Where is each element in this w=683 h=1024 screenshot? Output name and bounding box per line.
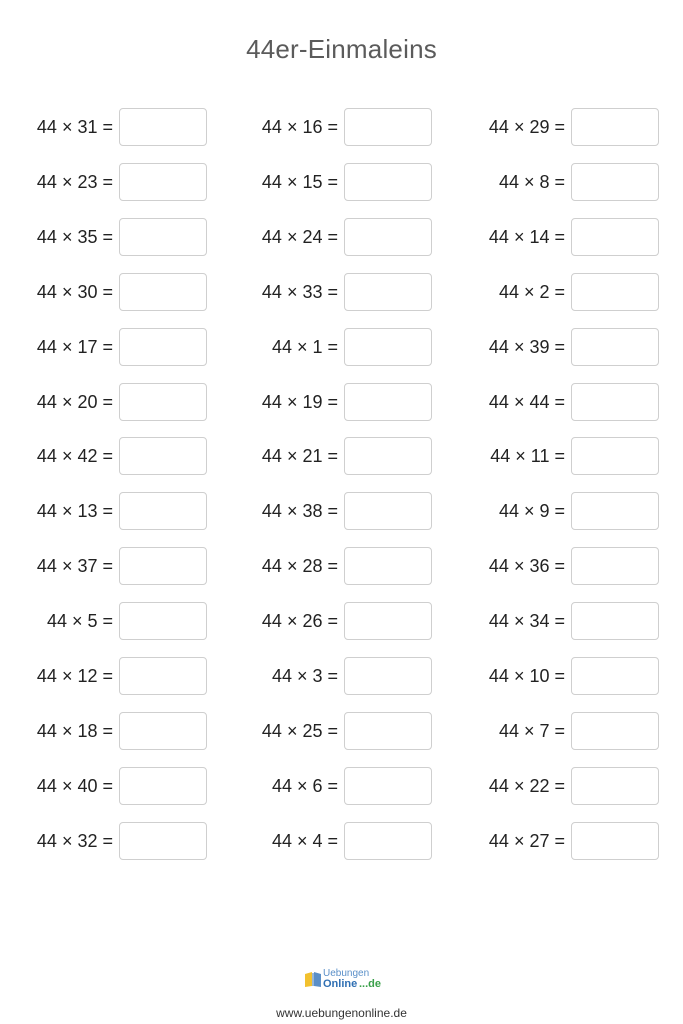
answer-input[interactable] — [344, 218, 432, 256]
problem-row-5-col-3 — [467, 327, 659, 367]
equation-label: 44 × 13 = — [36, 500, 113, 521]
problem-row-13-col-2 — [241, 766, 432, 806]
equation-label: 44 × 28 = — [261, 555, 338, 576]
equation-label: 44 × 26 = — [261, 610, 338, 631]
equation-label: 44 × 16 = — [261, 116, 338, 137]
answer-input[interactable] — [344, 328, 432, 366]
answer-input[interactable] — [571, 218, 659, 256]
problem-row-5-col-2 — [241, 327, 432, 367]
equation-label: 44 × 9 = — [498, 500, 565, 521]
problem-row-3-col-1 — [16, 217, 207, 257]
equation-label: 44 × 7 = — [498, 720, 565, 741]
equation-label: 44 × 8 = — [498, 171, 565, 192]
equation-label: 44 × 38 = — [261, 500, 338, 521]
problem-row-3-col-2 — [241, 217, 432, 257]
equation-label: 44 × 27 = — [488, 830, 565, 851]
equation-label: 44 × 36 = — [488, 555, 565, 576]
answer-input[interactable] — [571, 822, 659, 860]
problem-row-13-col-1 — [16, 766, 207, 806]
equation-label: 44 × 5 = — [46, 610, 113, 631]
logo-text-uebungen: Uebungen — [323, 968, 370, 979]
equation-label: 44 × 2 = — [498, 281, 565, 302]
answer-input[interactable] — [571, 492, 659, 530]
answer-input[interactable] — [571, 163, 659, 201]
problem-row-8-col-2 — [241, 491, 432, 531]
answer-input[interactable] — [119, 767, 207, 805]
equation-label: 44 × 12 = — [36, 665, 113, 686]
equation-label: 44 × 22 = — [488, 775, 565, 796]
problem-row-7-col-1 — [16, 436, 207, 476]
answer-input[interactable] — [571, 602, 659, 640]
answer-input[interactable] — [571, 547, 659, 585]
answer-input[interactable] — [571, 767, 659, 805]
answer-input[interactable] — [571, 108, 659, 146]
answer-input[interactable] — [571, 712, 659, 750]
equation-label: 44 × 32 = — [36, 830, 113, 851]
equation-label: 44 × 17 = — [36, 336, 113, 357]
answer-input[interactable] — [344, 273, 432, 311]
equation-label: 44 × 20 = — [36, 391, 113, 412]
answer-input[interactable] — [571, 437, 659, 475]
equation-label: 44 × 4 = — [271, 830, 338, 851]
problem-row-10-col-1 — [16, 601, 207, 641]
answer-input[interactable] — [119, 547, 207, 585]
problem-row-2-col-1 — [16, 162, 207, 202]
site-logo — [303, 968, 383, 990]
problem-row-1-col-2 — [241, 107, 432, 147]
problem-row-11-col-2 — [241, 656, 432, 696]
answer-input[interactable] — [119, 328, 207, 366]
equation-label: 44 × 25 = — [261, 720, 338, 741]
answer-input[interactable] — [344, 383, 432, 421]
equation-label: 44 × 24 = — [261, 226, 338, 247]
problem-row-2-col-3 — [467, 162, 659, 202]
answer-input[interactable] — [344, 108, 432, 146]
problem-row-4-col-1 — [16, 272, 207, 312]
logo-text-de: ...de — [359, 978, 382, 990]
equation-label: 44 × 39 = — [488, 336, 565, 357]
problem-row-4-col-3 — [467, 272, 659, 312]
problem-row-12-col-2 — [241, 711, 432, 751]
answer-input[interactable] — [119, 383, 207, 421]
answer-input[interactable] — [119, 712, 207, 750]
equation-label: 44 × 35 = — [36, 226, 113, 247]
answer-input[interactable] — [344, 492, 432, 530]
equation-label: 44 × 30 = — [36, 281, 113, 302]
answer-input[interactable] — [571, 657, 659, 695]
problem-row-12-col-3 — [467, 711, 659, 751]
problem-row-9-col-3 — [467, 546, 659, 586]
problem-row-13-col-3 — [467, 766, 659, 806]
equation-label: 44 × 23 = — [36, 171, 113, 192]
equation-label: 44 × 34 = — [488, 610, 565, 631]
equation-label: 44 × 37 = — [36, 555, 113, 576]
problem-row-7-col-3 — [467, 436, 659, 476]
answer-input[interactable] — [119, 602, 207, 640]
problem-row-12-col-1 — [16, 711, 207, 751]
problem-row-6-col-1 — [16, 382, 207, 422]
problem-row-1-col-1 — [16, 107, 207, 147]
equation-label: 44 × 21 = — [261, 445, 338, 466]
answer-input[interactable] — [119, 108, 207, 146]
answer-input[interactable] — [344, 767, 432, 805]
book-logo-icon — [303, 969, 323, 989]
problem-row-9-col-2 — [241, 546, 432, 586]
equation-label: 44 × 1 = — [271, 336, 338, 357]
answer-input[interactable] — [571, 273, 659, 311]
answer-input[interactable] — [344, 547, 432, 585]
answer-input[interactable] — [119, 657, 207, 695]
answer-input[interactable] — [344, 602, 432, 640]
answer-input[interactable] — [344, 712, 432, 750]
equation-label: 44 × 31 = — [36, 116, 113, 137]
equation-label: 44 × 19 = — [261, 391, 338, 412]
problem-row-14-col-2 — [241, 821, 432, 861]
answer-input[interactable] — [119, 822, 207, 860]
answer-input[interactable] — [119, 163, 207, 201]
answer-input[interactable] — [119, 273, 207, 311]
equation-label: 44 × 29 = — [488, 116, 565, 137]
problem-row-3-col-3 — [467, 217, 659, 257]
footer-url[interactable]: www.uebungenonline.de — [276, 1006, 407, 1020]
problem-row-14-col-1 — [16, 821, 207, 861]
problem-row-11-col-3 — [467, 656, 659, 696]
problem-row-11-col-1 — [16, 656, 207, 696]
equation-label: 44 × 15 = — [261, 171, 338, 192]
answer-input[interactable] — [344, 657, 432, 695]
equation-label: 44 × 44 = — [488, 391, 565, 412]
problem-row-9-col-1 — [16, 546, 207, 586]
problem-row-4-col-2 — [241, 272, 432, 312]
problem-row-6-col-2 — [241, 382, 432, 422]
equation-label: 44 × 6 = — [271, 775, 338, 796]
problem-row-8-col-3 — [467, 491, 659, 531]
answer-input[interactable] — [571, 383, 659, 421]
answer-input[interactable] — [344, 437, 432, 475]
equation-label: 44 × 3 = — [271, 665, 338, 686]
answer-input[interactable] — [119, 437, 207, 475]
problem-row-2-col-2 — [241, 162, 432, 202]
equation-label: 44 × 14 = — [488, 226, 565, 247]
page-title: 44er-Einmaleins — [246, 34, 437, 64]
problem-row-7-col-2 — [241, 436, 432, 476]
logo-text-online: Online — [323, 978, 358, 990]
problem-row-10-col-2 — [241, 601, 432, 641]
problem-row-1-col-3 — [467, 107, 659, 147]
answer-input[interactable] — [119, 218, 207, 256]
problem-row-8-col-1 — [16, 491, 207, 531]
equation-label: 44 × 11 = — [490, 445, 565, 466]
equation-label: 44 × 10 = — [488, 665, 565, 686]
equation-label: 44 × 42 = — [36, 445, 113, 466]
equation-label: 44 × 40 = — [36, 775, 113, 796]
answer-input[interactable] — [571, 328, 659, 366]
problem-row-6-col-3 — [467, 382, 659, 422]
equation-label: 44 × 33 = — [261, 281, 338, 302]
equation-label: 44 × 18 = — [36, 720, 113, 741]
answer-input[interactable] — [344, 163, 432, 201]
problem-row-5-col-1 — [16, 327, 207, 367]
answer-input[interactable] — [119, 492, 207, 530]
answer-input[interactable] — [344, 822, 432, 860]
problem-row-14-col-3 — [467, 821, 659, 861]
problem-row-10-col-3 — [467, 601, 659, 641]
